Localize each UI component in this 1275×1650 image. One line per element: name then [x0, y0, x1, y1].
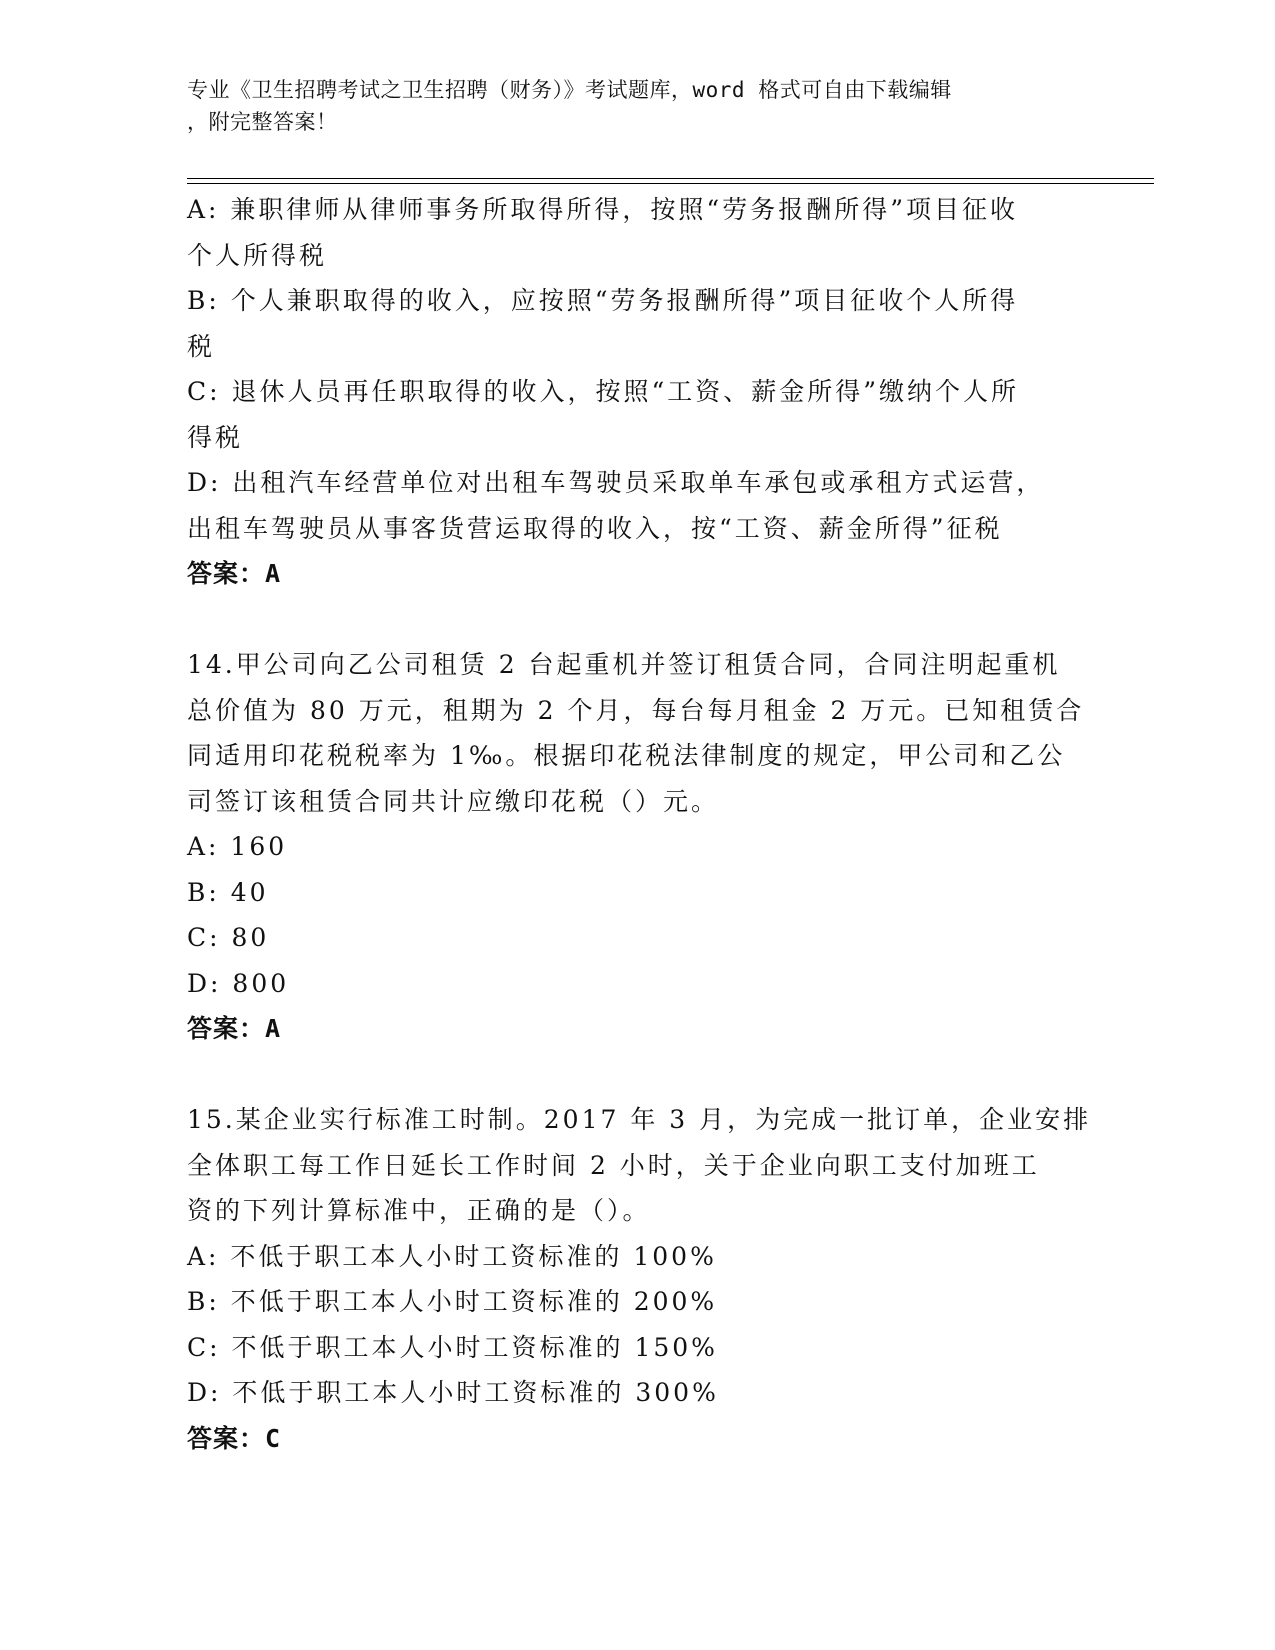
header-rule-bottom — [187, 183, 1154, 184]
q14-answer: 答案：A — [187, 1014, 282, 1043]
header-line-2: ，附完整答案！ — [187, 110, 338, 134]
q15-option-a: A: 不低于职工本人小时工资标准的 100% — [187, 1241, 717, 1271]
q13-option-c-line-2: 得税 — [187, 422, 244, 452]
question-14 — [187, 642, 1087, 1052]
question-15 — [187, 1097, 1092, 1461]
header-line-1: 专业《卫生招聘考试之卫生招聘（财务）》考试题库，word 格式可自由下载编辑 — [187, 78, 952, 102]
question-spacer — [187, 597, 1087, 643]
q15-option-d: D: 不低于职工本人小时工资标准的 300% — [187, 1378, 719, 1407]
q13-option-a-line-1: A: 兼职律师从律师事务所取得所得，按照“劳务报酬所得”项目征收 — [187, 195, 1018, 224]
document-body — [187, 187, 1092, 1461]
q13-answer: 答案：A — [187, 559, 282, 588]
q15-answer: 答案：C — [187, 1423, 282, 1453]
q14-stem-line-4: 司签订该租赁合同共计应缴印花税（）元。 — [187, 786, 720, 816]
q14-option-d: D: 800 — [187, 968, 290, 998]
q15-option-c: C: 不低于职工本人小时工资标准的 150% — [187, 1332, 718, 1362]
q13-option-a-line-2: 个人所得税 — [187, 240, 328, 270]
q13-option-c-line-1: C: 退休人员再任职取得的收入，按照“工资、薪金所得”缴纳个人所 — [187, 377, 1020, 406]
q15-stem-line-3: 资的下列计算标准中，正确的是（）。 — [187, 1196, 651, 1225]
header-rule-top — [187, 178, 1154, 179]
page-header — [187, 74, 1087, 138]
q14-option-c: C: 80 — [187, 923, 270, 952]
question-spacer — [187, 1052, 1087, 1098]
q14-stem-line-1: 14.甲公司向乙公司租赁 2 台起重机并签订租赁合同，合同注明起重机 — [187, 650, 1061, 679]
q14-option-b: B: 40 — [187, 877, 269, 907]
q13-option-b-line-2: 税 — [187, 331, 216, 361]
q15-stem-line-2: 全体职工每工作日延长工作时间 2 小时，关于企业向职工支付加班工 — [187, 1150, 1040, 1180]
q13-option-d-line-1: D: 出租汽车经营单位对出租车驾驶员采取单车承包或承租方式运营， — [187, 468, 1045, 497]
q15-stem-line-1: 15.某企业实行标准工时制。2017 年 3 月，为完成一批订单，企业安排 — [187, 1105, 1092, 1134]
q14-stem-line-3: 同适用印花税税率为 1‰。根据印花税法律制度的规定，甲公司和乙公 — [187, 741, 1066, 770]
q15-option-b: B: 不低于职工本人小时工资标准的 200% — [187, 1287, 718, 1316]
q13-option-b-line-1: B: 个人兼职取得的收入，应按照“劳务报酬所得”项目征收个人所得 — [187, 286, 1019, 315]
q13-option-d-line-2: 出租车驾驶员从事客货营运取得的收入，按“工资、薪金所得”征税 — [187, 513, 1003, 543]
q14-option-a: A: 160 — [187, 832, 288, 861]
question-13 — [187, 187, 1087, 597]
q14-stem-line-2: 总价值为 80 万元，租期为 2 个月，每台每月租金 2 万元。已知租赁合 — [187, 695, 1085, 725]
